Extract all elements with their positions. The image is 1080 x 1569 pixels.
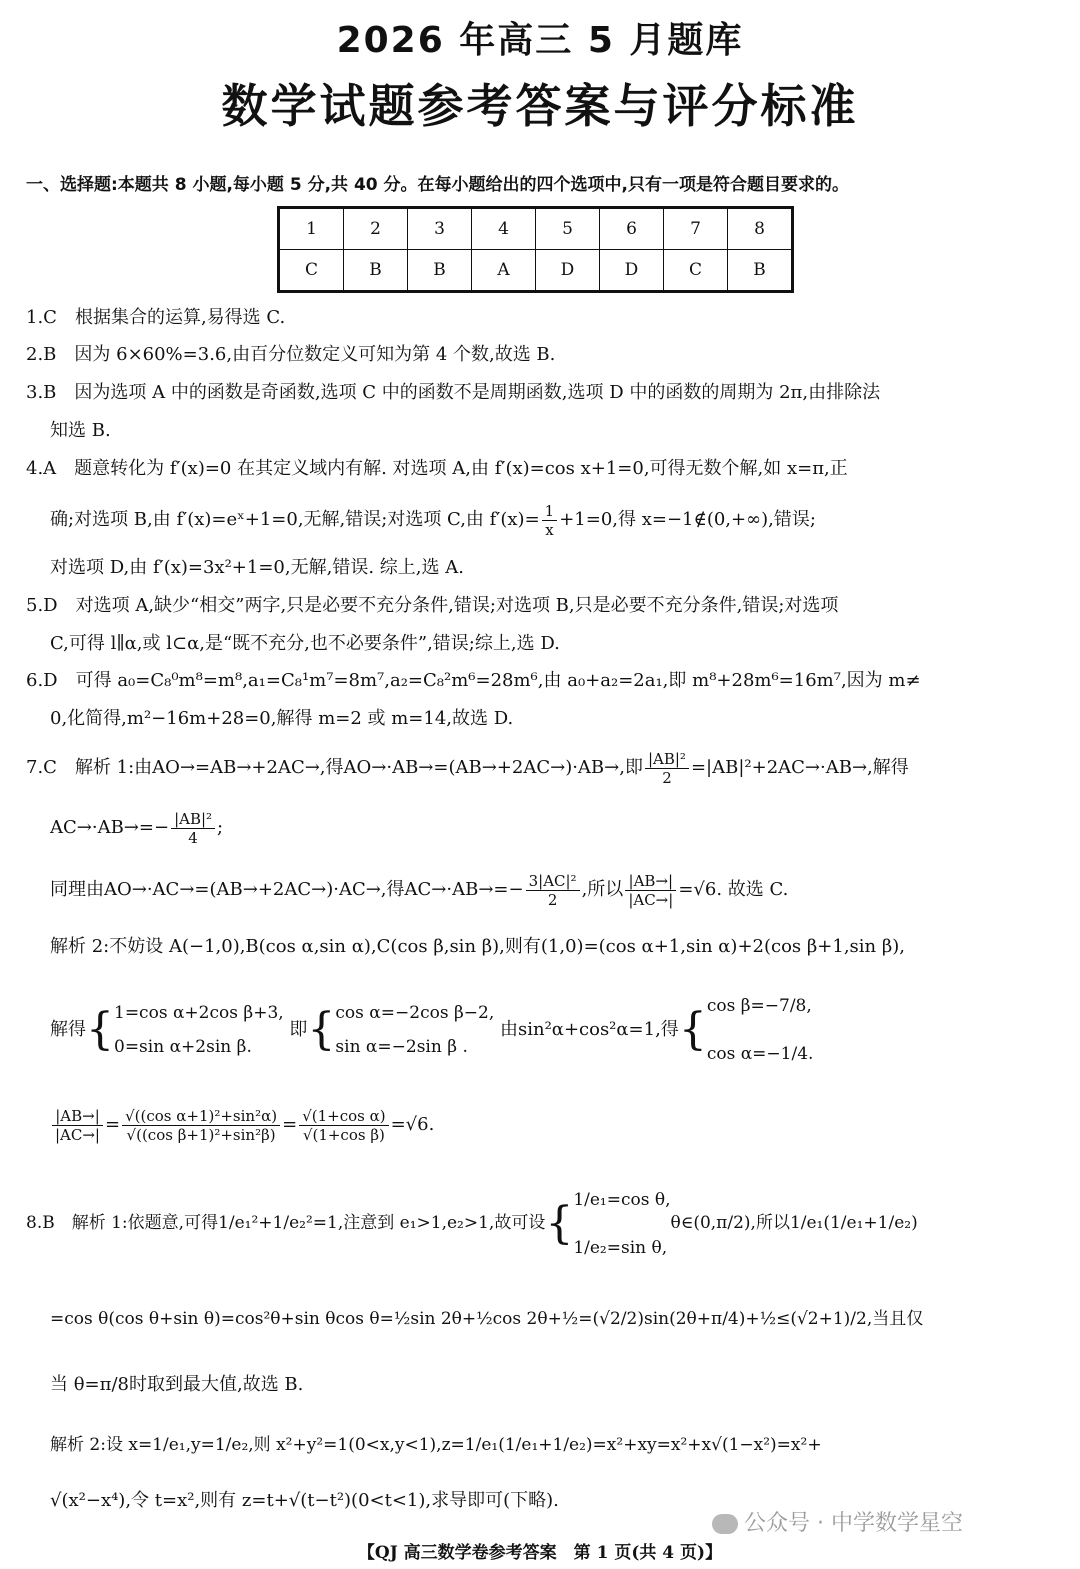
text-segment: 同理由AO→·AC→=(AB→+2AC→)·AC→,得AC→·AB→=− [50, 879, 524, 900]
text-segment: AC→·AB→=− [50, 817, 170, 838]
denominator: |AC→| [628, 890, 674, 909]
denominator: 2 [662, 768, 672, 787]
fraction [52, 1107, 103, 1144]
text-segment: =√6. 故选 C. [678, 879, 789, 900]
text-segment: +1=0,得 x=−1∉(0,+∞),错误; [559, 509, 816, 530]
solution-7-line-4: 解析 2:不妨设 A(−1,0),B(cos α,sin α),C(cos β,sin β),则有(1,0)=(cos α+1,sin α)+2(cos β+1,sin β), [50, 936, 906, 957]
denominator: |AC→| [55, 1125, 100, 1144]
left-brace: { [307, 1004, 336, 1055]
answer-table-number-row [279, 208, 793, 250]
table-cell: 2 [344, 208, 408, 250]
left-brace: { [678, 1004, 707, 1055]
numerator: √(1+cos α) [299, 1107, 388, 1126]
solution-7-line-2 [50, 808, 1050, 848]
equation-system [573, 1176, 670, 1272]
solution-5-line-2: C,可得 l∥α,或 l⊂α,是“既不充分,也不必要条件”,错误;综上,选 D. [50, 633, 560, 654]
equation: sin α=−2sin β . [335, 1037, 468, 1057]
page-footer: 【QJ 高三数学卷参考答案 第 1 页(共 4 页)】 [357, 1543, 723, 1563]
numerator: |AB→| [52, 1107, 103, 1126]
solution-3-line-2: 知选 B. [50, 420, 111, 441]
solution-6-line-1: 6.D 可得 a₀=C₈⁰m⁸=m⁸,a₁=C₈¹m⁷=8m⁷,a₂=C₈²m⁶=28m⁶,由 a₀+a₂=2a₁,即 m⁸+28m⁶=16m⁷,因为 m≠ [26, 670, 921, 691]
left-brace: { [545, 1197, 574, 1249]
numerator: 1 [542, 502, 558, 521]
solution-2: 2.B 因为 6×60%=3.6,由百分位数定义可知为第 4 个数,故选 B. [26, 344, 556, 365]
solution-4-line-1: 4.A 题意转化为 f′(x)=0 在其定义域内有解. 对选项 A,由 f′(x)=cos x+1=0,可得无数个解,如 x=π,正 [26, 458, 848, 479]
solution-8-line-4: 解析 2:设 x=1/e₁,y=1/e₂,则 x²+y²=1(0<x,y<1),z=1/e₁(1/e₁+1/e₂)=x²+xy=x²+x√(1−x²)=x²+ [50, 1435, 822, 1455]
solution-7-line-5 [50, 975, 1050, 1085]
section-header: 一、选择题:本题共 8 小题,每小题 5 分,共 40 分。在每小题给出的四个选项中,只有一项是符合题目要求的。 [26, 175, 849, 195]
equation-system [707, 982, 814, 1078]
text-segment: 由sin²α+cos²α=1,得 [499, 1019, 679, 1040]
numerator: √((cos α+1)²+sin²α) [122, 1107, 280, 1126]
table-cell: 1 [279, 208, 344, 250]
solution-3-line-1: 3.B 因为选项 A 中的函数是奇函数,选项 C 中的函数不是周期函数,选项 D 中的函数的周期为 2π,由排除法 [26, 382, 881, 403]
table-cell: B [344, 250, 408, 292]
title-line-2: 数学试题参考答案与评分标准 [221, 79, 859, 133]
equation: 1/e₂=sin θ, [573, 1237, 668, 1258]
answer-table-answer-row [279, 250, 793, 292]
fraction [299, 1107, 388, 1144]
solution-7-line-3 [50, 870, 1050, 910]
numerator: 3|AC|² [526, 872, 580, 891]
denominator: √((cos β+1)²+sin²β) [126, 1125, 276, 1144]
left-brace: { [86, 1004, 114, 1055]
text-segment: 8.B 解析 1:依题意,可得1/e₁²+1/e₂²=1,注意到 e₁>1,e₂>1,故可设 [26, 1213, 546, 1233]
equation-system [114, 996, 284, 1064]
solution-8-line-5: √(x²−x⁴),令 t=x²,则有 z=t+√(t−t²)(0<t<1),求导即可(下略). [50, 1490, 559, 1511]
equation: 1/e₁=cos θ, [573, 1189, 671, 1210]
solution-4-line-2 [50, 500, 1050, 540]
equation: cos α=−2cos β−2, [335, 1003, 495, 1023]
solution-5-line-1: 5.D 对选项 A,缺少“相交”两字,只是必要不充分条件,错误;对选项 B,只是必要不充分条件,错误;对选项 [26, 595, 839, 616]
table-cell: 6 [600, 208, 664, 250]
fraction [645, 750, 689, 787]
equation: cos β=−7/8, [706, 996, 812, 1016]
denominator: 4 [188, 828, 198, 847]
denominator: √(1+cos β) [302, 1125, 385, 1144]
text-segment: ,所以 [581, 879, 624, 900]
table-cell: D [536, 250, 600, 292]
solution-4-line-3: 对选项 D,由 f′(x)=3x²+1=0,无解,错误. 综上,选 A. [50, 557, 464, 578]
watermark-text: 公众号 · 中学数学星空 [744, 1511, 963, 1536]
watermark [712, 1506, 963, 1537]
text-segment: 7.C 解析 1:由AO→=AB→+2AC→,得AO→·AB→=(AB→+2AC→)·AB→,即 [26, 757, 643, 778]
numerator: |AB|² [645, 750, 689, 769]
solution-7-line-1 [26, 748, 1051, 788]
equation: cos α=−1/4. [706, 1044, 814, 1064]
fraction [542, 502, 558, 539]
solution-6-line-2: 0,化简得,m²−16m+28=0,解得 m=2 或 m=14,故选 D. [50, 708, 514, 729]
fraction [526, 872, 580, 909]
table-cell: C [664, 250, 728, 292]
solution-8-line-1 [26, 1168, 1051, 1278]
table-cell: 4 [472, 208, 536, 250]
denominator: 2 [547, 890, 558, 909]
table-cell: B [408, 250, 472, 292]
text-segment: =√6. [390, 1114, 435, 1135]
fraction [625, 872, 676, 909]
table-cell: 5 [536, 208, 600, 250]
solution-1: 1.C 根据集合的运算,易得选 C. [26, 307, 286, 328]
text-segment: 即 [289, 1019, 308, 1040]
fraction [122, 1107, 280, 1144]
answer-table [277, 206, 794, 293]
table-cell: 7 [664, 208, 728, 250]
table-cell: D [600, 250, 664, 292]
solution-8-line-2: =cos θ(cos θ+sin θ)=cos²θ+sin θcos θ=½sin 2θ+½cos 2θ+½=(√2/2)sin(2θ+π/4)+½≤(√2+1)/2,当且仅 [50, 1309, 924, 1329]
equation: 0=sin α+2sin β. [114, 1037, 252, 1057]
text-segment: 解得 [50, 1019, 86, 1040]
table-cell: 8 [728, 208, 793, 250]
table-cell: B [728, 250, 793, 292]
solution-7-line-6: $\frac{|AB\to|}{|AC\to|}$ = $\frac{\text{√((cos α+1)²+sin²α)}}{\text{√((cos β+1)²+sin²β)}}$ = $\frac{\text{√(1+cos α)}}{\text{√(1+cos β)}}$ =√6. [50, 1098, 1050, 1152]
table-cell: A [472, 250, 536, 292]
denominator: x [545, 520, 554, 539]
table-cell: C [279, 250, 344, 292]
equation-system [335, 996, 494, 1064]
title-line-1: 2026 年高三 5 月题库 [336, 20, 744, 61]
fraction [171, 810, 215, 847]
numerator: |AB|² [171, 810, 215, 829]
text-segment: ; [217, 817, 224, 838]
wechat-icon [712, 1514, 738, 1534]
solution-8-line-3: 当 θ=π/8时取到最大值,故选 B. [50, 1374, 304, 1395]
text-segment: 确;对选项 B,由 f′(x)=eˣ+1=0,无解,错误;对选项 C,由 f′(x)= [50, 509, 540, 530]
table-cell: 3 [408, 208, 472, 250]
text-segment: θ∈(0,π/2),所以1/e₁(1/e₁+1/e₂) [670, 1213, 918, 1233]
equation: 1=cos α+2cos β+3, [114, 1003, 284, 1023]
numerator: |AB→| [625, 872, 676, 891]
text-segment: =|AB|²+2AC→·AB→,解得 [690, 757, 909, 778]
